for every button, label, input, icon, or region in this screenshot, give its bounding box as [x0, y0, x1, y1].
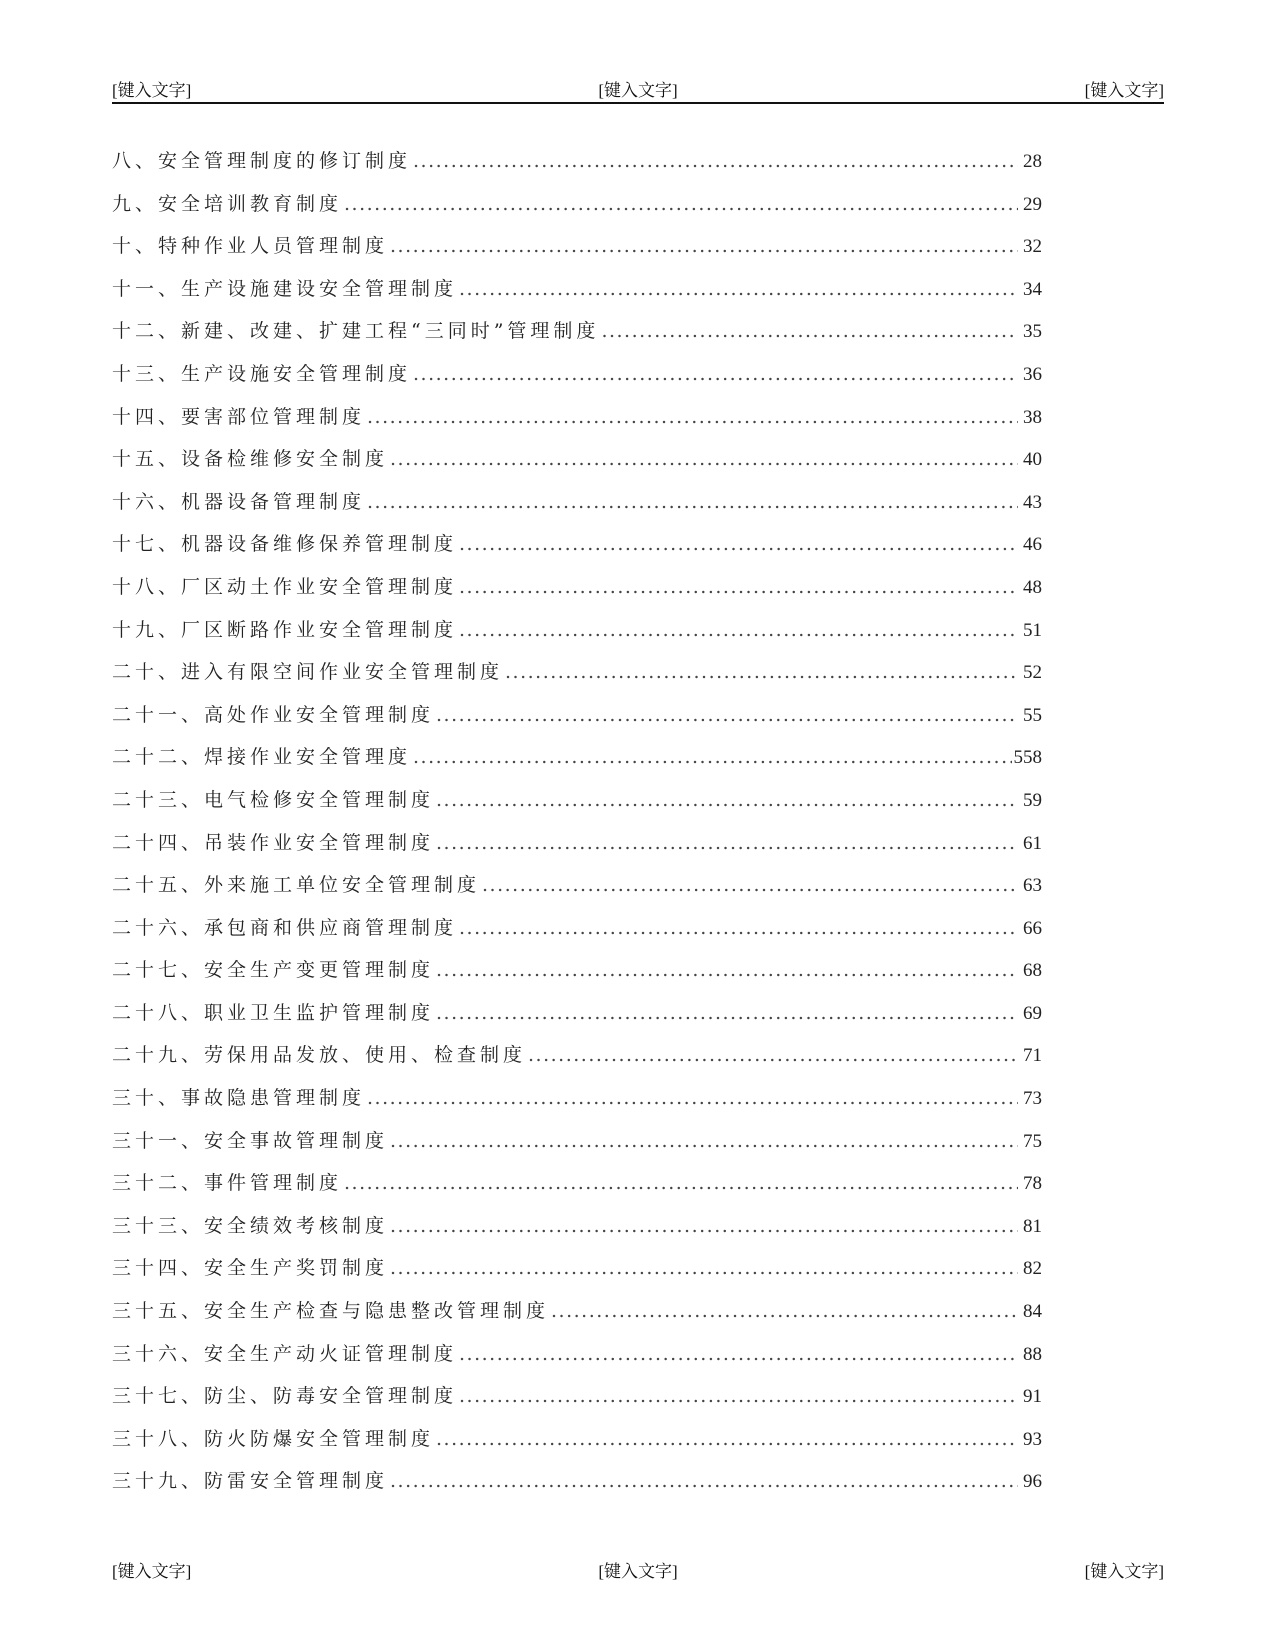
- header-left-placeholder: [键入文字]: [112, 81, 192, 100]
- toc-dot-leader: [459, 533, 1018, 555]
- toc-entry-title: 三十九、防雷安全管理制度: [112, 1470, 389, 1493]
- toc-entry[interactable]: [112, 998, 1042, 1041]
- toc-entry-page-number: 52: [1023, 662, 1042, 684]
- toc-entry[interactable]: [112, 572, 1042, 615]
- toc-entry[interactable]: [112, 274, 1042, 317]
- toc-dot-leader: [344, 1172, 1018, 1194]
- toc-entry-page-number: 69: [1023, 1002, 1042, 1024]
- toc-entry[interactable]: [112, 402, 1042, 445]
- toc-entry-title: 二十五、外来施工单位安全管理制度: [112, 874, 481, 897]
- toc-entry-title: 二十、进入有限空间作业安全管理制度: [112, 661, 504, 684]
- toc-dot-leader: [390, 1130, 1018, 1152]
- toc-entry-title: 二十八、职业卫生监护管理制度: [112, 1001, 435, 1024]
- toc-entry-page-number: 61: [1023, 832, 1042, 854]
- toc-dot-leader: [390, 1470, 1018, 1492]
- toc-entry[interactable]: [112, 955, 1042, 998]
- toc-entry-title: 十五、设备检维修安全制度: [112, 448, 389, 471]
- toc-entry-title: 三十七、防尘、防毒安全管理制度: [112, 1385, 458, 1408]
- toc-entry-page-number: 91: [1023, 1386, 1042, 1408]
- toc-entry[interactable]: [112, 146, 1042, 189]
- page-footer: [112, 1557, 1164, 1583]
- toc-entry-page-number: 66: [1023, 917, 1042, 939]
- page-header: [112, 76, 1164, 104]
- toc-entry[interactable]: [112, 828, 1042, 871]
- toc-entry[interactable]: [112, 189, 1042, 232]
- toc-entry[interactable]: [112, 657, 1042, 700]
- toc-entry-title: 十三、生产设施安全管理制度: [112, 362, 412, 385]
- toc-entry[interactable]: [112, 359, 1042, 402]
- toc-entry[interactable]: [112, 913, 1042, 956]
- toc-dot-leader: [436, 959, 1018, 981]
- toc-entry[interactable]: [112, 1253, 1042, 1296]
- toc-dot-leader: [413, 150, 1018, 172]
- toc-entry-page-number: 63: [1023, 875, 1042, 897]
- toc-dot-leader: [367, 1087, 1018, 1109]
- toc-entry-page-number: 81: [1023, 1215, 1042, 1237]
- toc-entry-page-number: 32: [1023, 236, 1042, 258]
- toc-entry-page-number: 59: [1023, 789, 1042, 811]
- toc-entry-title: 十四、要害部位管理制度: [112, 405, 366, 428]
- toc-entry-page-number: 75: [1023, 1130, 1042, 1152]
- toc-entry-title: 二十六、承包商和供应商管理制度: [112, 916, 458, 939]
- toc-entry-page-number: 46: [1023, 534, 1042, 556]
- toc-entry-page-number: 71: [1023, 1045, 1042, 1067]
- toc-dot-leader: [528, 1044, 1018, 1066]
- toc-entry-page-number: 28: [1023, 151, 1042, 172]
- toc-dot-leader: [459, 1385, 1018, 1407]
- toc-entry[interactable]: [112, 785, 1042, 828]
- toc-entry-page-number: 35: [1023, 321, 1042, 343]
- toc-entry-page-number: 43: [1023, 491, 1042, 513]
- footer-right-placeholder: [键入文字]: [1084, 1562, 1164, 1581]
- toc-entry-title: 三十、事故隐患管理制度: [112, 1087, 366, 1110]
- toc-entry-page-number: 55: [1023, 704, 1042, 726]
- header-center-placeholder: [键入文字]: [598, 81, 678, 100]
- toc-dot-leader: [459, 1343, 1018, 1365]
- toc-entry-title: 二十二、焊接作业安全管理度: [112, 746, 412, 769]
- toc-entry[interactable]: [112, 1126, 1042, 1169]
- toc-entry[interactable]: [112, 1211, 1042, 1254]
- toc-dot-leader: [413, 746, 1011, 768]
- toc-entry-page-number: 38: [1023, 406, 1042, 428]
- footer-center-placeholder: [键入文字]: [598, 1562, 678, 1581]
- toc-entry-page-number: 36: [1023, 363, 1042, 385]
- toc-dot-leader: [436, 789, 1018, 811]
- toc-entry-page-number: 93: [1023, 1428, 1042, 1450]
- toc-entry[interactable]: [112, 1040, 1042, 1083]
- toc-entry-title: 三十四、安全生产奖罚制度: [112, 1257, 389, 1280]
- toc-dot-leader: [413, 363, 1018, 385]
- toc-dot-leader: [459, 619, 1018, 641]
- toc-entry-title: 三十二、事件管理制度: [112, 1172, 343, 1195]
- toc-entry-page-number: 96: [1023, 1471, 1042, 1493]
- toc-entry-page-number: 40: [1023, 449, 1042, 471]
- toc-dot-leader: [367, 491, 1018, 513]
- toc-entry[interactable]: [112, 615, 1042, 658]
- toc-entry[interactable]: [112, 1381, 1042, 1424]
- toc-entry-title: 十八、厂区动土作业安全管理制度: [112, 575, 458, 598]
- toc-entry[interactable]: [112, 1083, 1042, 1126]
- toc-dot-leader: [459, 917, 1018, 939]
- toc-entry-page-number: 51: [1023, 619, 1042, 641]
- toc-dot-leader: [436, 704, 1018, 726]
- toc-entry-title: 十七、机器设备维修保养管理制度: [112, 533, 458, 556]
- toc-entry-title: 九、安全培训教育制度: [112, 192, 343, 215]
- toc-entry[interactable]: [112, 1424, 1042, 1467]
- toc-entry-page-number: 88: [1023, 1343, 1042, 1365]
- toc-entry-title: 二十九、劳保用品发放、使用、检查制度: [112, 1044, 527, 1067]
- toc-dot-leader: [459, 576, 1018, 598]
- toc-entry-title: 三十一、安全事故管理制度: [112, 1129, 389, 1152]
- toc-entry[interactable]: [112, 870, 1042, 913]
- toc-dot-leader: [459, 278, 1018, 300]
- toc-dot-leader: [436, 1428, 1018, 1450]
- toc-entry[interactable]: [112, 742, 1042, 785]
- toc-dot-leader: [551, 1300, 1018, 1322]
- toc-entry-title: 三十六、安全生产动火证管理制度: [112, 1342, 458, 1365]
- toc-dot-leader: [390, 448, 1018, 470]
- toc-entry-title: 八、安全管理制度的修订制度: [112, 150, 412, 172]
- toc-entry-page-number: 48: [1023, 576, 1042, 598]
- toc-dot-leader: [367, 406, 1018, 428]
- toc-entry-title: 二十三、电气检修安全管理制度: [112, 788, 435, 811]
- toc-entry-page-number: 84: [1023, 1301, 1042, 1323]
- toc-entry[interactable]: [112, 316, 1042, 359]
- toc-entry-title: 二十一、高处作业安全管理制度: [112, 703, 435, 726]
- toc-entry-title: 二十七、安全生产变更管理制度: [112, 959, 435, 982]
- toc-entry-title: 十一、生产设施建设安全管理制度: [112, 277, 458, 300]
- toc-entry[interactable]: [112, 231, 1042, 274]
- toc-entry[interactable]: [112, 1466, 1042, 1509]
- toc-dot-leader: [601, 320, 1018, 342]
- toc-entry-title: 十六、机器设备管理制度: [112, 490, 366, 513]
- toc-entry-page-number: 34: [1023, 278, 1042, 300]
- toc-entry[interactable]: [112, 1339, 1042, 1382]
- toc-entry-page-number: 29: [1023, 193, 1042, 215]
- toc-dot-leader: [436, 832, 1018, 854]
- toc-entry-title: 十九、厂区断路作业安全管理制度: [112, 618, 458, 641]
- toc-entry-page-number: 78: [1023, 1173, 1042, 1195]
- toc-dot-leader: [436, 1002, 1018, 1024]
- header-right-placeholder: [键入文字]: [1084, 81, 1164, 100]
- toc-entry-page-number: 68: [1023, 960, 1042, 982]
- toc-entry-page-number: 73: [1023, 1088, 1042, 1110]
- toc-entry[interactable]: [112, 487, 1042, 530]
- toc-dot-leader: [390, 235, 1018, 257]
- toc-entry-title: 三十八、防火防爆安全管理制度: [112, 1427, 435, 1450]
- table-of-contents: [112, 146, 1042, 1509]
- toc-entry-title: 二十四、吊装作业安全管理制度: [112, 831, 435, 854]
- toc-entry[interactable]: [112, 700, 1042, 743]
- toc-entry-title: 十、特种作业人员管理制度: [112, 235, 389, 258]
- toc-dot-leader: [482, 874, 1018, 896]
- toc-dot-leader: [344, 193, 1018, 215]
- toc-entry-page-number: 558: [1013, 747, 1042, 769]
- toc-entry[interactable]: [112, 1168, 1042, 1211]
- toc-entry[interactable]: [112, 444, 1042, 487]
- toc-entry-page-number: 82: [1023, 1258, 1042, 1280]
- toc-dot-leader: [390, 1215, 1018, 1237]
- toc-dot-leader: [390, 1257, 1018, 1279]
- toc-entry-title: 三十五、安全生产检查与隐患整改管理制度: [112, 1300, 550, 1323]
- toc-entry-title: 三十三、安全绩效考核制度: [112, 1214, 389, 1237]
- toc-entry[interactable]: [112, 1296, 1042, 1339]
- toc-entry-title: 十二、新建、改建、扩建工程“三同时”管理制度: [112, 320, 600, 343]
- toc-entry[interactable]: [112, 529, 1042, 572]
- toc-dot-leader: [505, 661, 1018, 683]
- footer-left-placeholder: [键入文字]: [112, 1562, 192, 1581]
